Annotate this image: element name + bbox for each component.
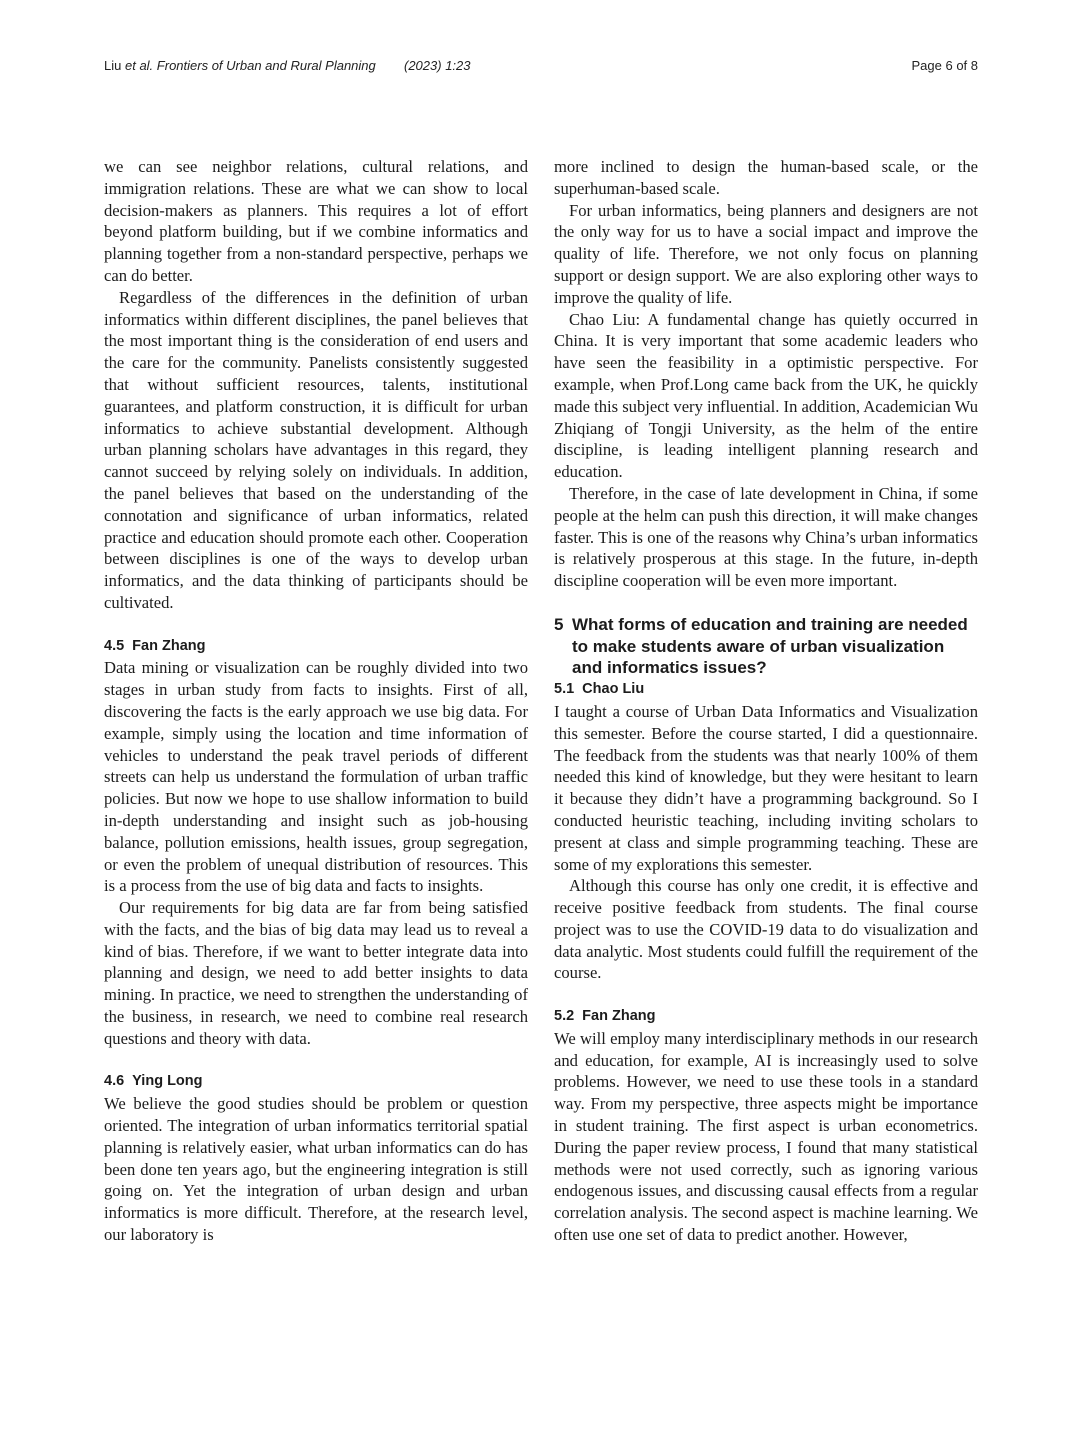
header-etal: et al. — [124, 58, 154, 73]
paragraph: Our requirements for big data are far from being satisfied with the facts, and the bias of big data may lead us to reveal a kind of bias. Therefore, if we want to better integrate data into planning and design, we need to add better insights to data mining. In practice, we need to strengthen the understanding of the business, in research, we need to combine real research questions and theory with data. — [104, 898, 528, 1048]
paragraph: Data mining or visualization can be roughly divided into two stages in urban study from facts to insights. First of all, discovering the facts is the early approach we use big data. For example, simply using the location and time information of vehicles to understand the peak travel periods of different streets can help us understand the formulation of urban traffic policies. But now we hope to use shallow information to build in-depth understanding and insight such as job-housing balance, pollution emissions, health issues, group segregation, or even the problem of unequal distribution of resources. This is a process from the use of big data and facts to insights. — [104, 658, 528, 896]
paragraph: Although this course has only one credit, it is effective and receive positive feedback from students. The final course project was to use the COVID-19 data to do visualization and data analytic. Most students could fulfill the requirement of the course. — [554, 876, 978, 983]
section-heading-5-2 — [554, 1006, 978, 1028]
section-heading-5 — [554, 614, 978, 679]
paragraph: Therefore, in the case of late development in China, if some people at the helm can push this direction, it will make changes faster. This is one of the reasons why China’s urban informatics is relatively prosperous at this stage. In the future, in-depth discipline cooperation will be even more important. — [554, 483, 978, 591]
section-title: Fan Zhang — [132, 637, 206, 654]
page-number: Page 6 of 8 — [911, 58, 978, 73]
header-year-volume: (2023) 1:23 — [404, 58, 471, 73]
paragraph: We believe the good studies should be problem or question oriented. The integration of urban informatics territorial spatial planning is relatively easier, what urban informatics can do has been done ten years ago, but the engineering integration is still going on. Yet the integration of urban design and urban informatics is more difficult. Therefore, at the research level, our laboratory is — [104, 1094, 528, 1245]
paragraph: We will employ many interdisciplinary methods in our research and education, for example, AI is increasingly used to solve problems. However, we need to use these tools in a standard way. From my perspective, three aspects might be importance in student training. The first aspect is urban econometrics. During the paper review process, I found that many statistical methods were not used correctly, such as ignoring various endogenous issues, and discussing causal effects from a regular correlation analysis. The second aspect is machine learning. We often use one set of data to predict another. However, — [554, 1028, 978, 1245]
paragraph: Regardless of the differences in the definition of urban informatics within different disciplines, the panel believes that the most important thing is the consideration of end users and the care for the community. Panelists consistently suggested that without sufficient resources, talents, institutional guarantees, and platform construction, it is difficult for urban informatics to achieve substantial development. Although urban planning scholars have advantages in this regard, they cannot succeed by relying solely on individuals. In addition, the panel believes that based on the understanding of the connotation and significance of urban informatics, related practice and education should promote each other. Cooperation between disciplines is one of the ways to develop urban informatics, and the data thinking of participants should be cultivated. — [104, 287, 528, 612]
paragraph: we can see neighbor relations, cultural relations, and immigration relations. These are what we can show to local decision-makers as planners. This requires a lot of effort beyond platform building, but if we combine informatics and planning together from a non-standard perspective, perhaps we can do better. — [104, 157, 528, 285]
paragraph: For urban informatics, being planners and designers are not the only way for us to have a social impact and improve the quality of life. Therefore, we not only focus on planning support or design support. We are also exploring other ways to improve the quality of life. — [554, 200, 978, 307]
section-title: Ying Long — [132, 1073, 203, 1090]
section-title: What forms of education and training are needed to make students aware of urban visualization and informatics issues? — [572, 614, 968, 678]
section-title: Chao Liu — [582, 681, 645, 698]
journal-citation — [104, 58, 376, 73]
running-header — [104, 58, 978, 78]
section-heading-4-6 — [104, 1071, 528, 1093]
section-number: 4.6 — [104, 1073, 125, 1090]
paragraph: Chao Liu: A fundamental change has quietly occurred in China. It is very important that some academic leaders who have seen the feasibility in a optimistic perspective. For example, when Prof.Long came back from the UK, he quickly made this subject very influential. In addition, Academician Wu Zhiqiang of Tongji University, as the helm of the entire discipline, is leading intelligent planning research and education. — [554, 309, 978, 482]
header-authors: Liu — [104, 58, 122, 73]
section-heading-4-5 — [104, 636, 528, 658]
section-number: 4.5 — [104, 637, 125, 654]
left-column — [104, 156, 528, 1246]
right-column — [554, 156, 978, 1246]
section-number: 5.2 — [554, 1008, 575, 1025]
paragraph: more inclined to design the human-based scale, or the superhuman-based scale. — [554, 157, 978, 198]
header-journal: Frontiers of Urban and Rural Planning — [156, 58, 376, 73]
paragraph: I taught a course of Urban Data Informatics and Visualization this semester. Before the course started, I did a questionnaire. The feedback from the students was that nearly 100% of them needed this kind of knowledge, but they were hesitant to learn it because they didn’t have a programming background. So I conducted heuristic teaching, including inviting scholars to present at class and simple programming teaching. These are some of my explorations this semester. — [554, 701, 978, 874]
section-title: Fan Zhang — [582, 1008, 656, 1025]
section-number: 5 — [554, 614, 564, 634]
section-number: 5.1 — [554, 681, 575, 698]
section-heading-5-1 — [554, 679, 978, 701]
